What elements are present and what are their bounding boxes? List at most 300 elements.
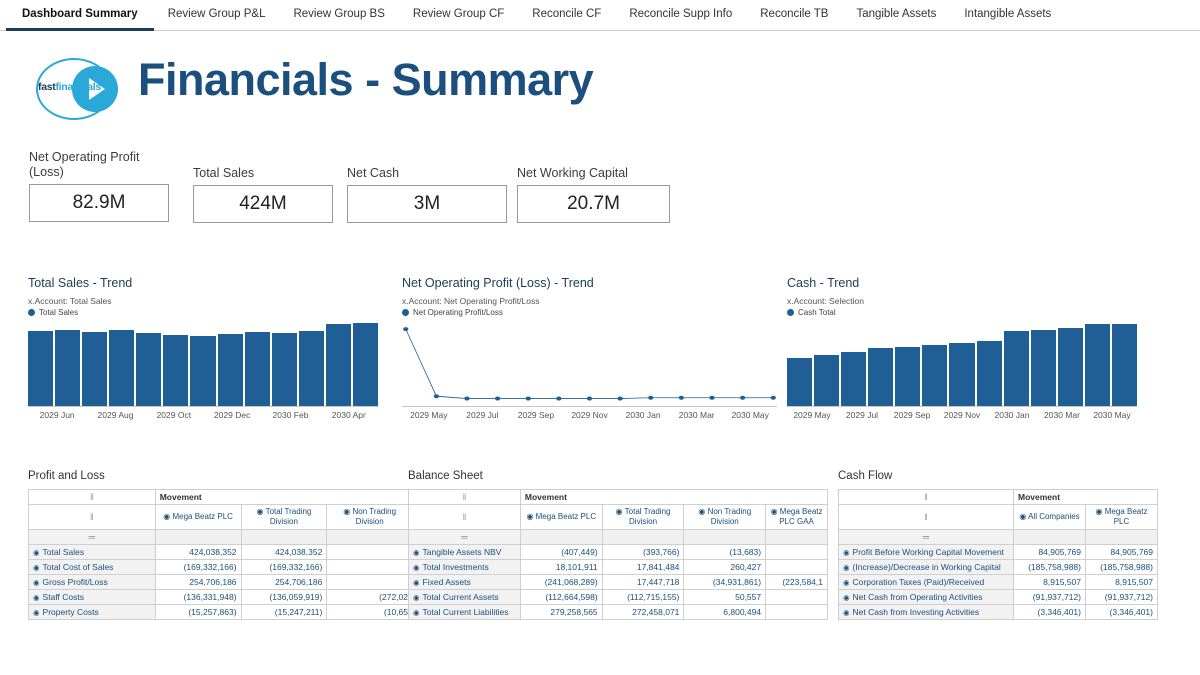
legend-label: Cash Total [798,308,836,317]
row-label-cell[interactable] [29,575,156,590]
value-cell[interactable]: 18,101,911 [520,560,602,575]
data-point[interactable] [434,394,439,398]
trend-chart-row [0,276,1200,441]
x-tick-label: 2029 May [793,410,831,420]
x-tick-label: 2029 Sep [893,410,931,420]
value-cell[interactable] [327,560,413,575]
column-header[interactable] [1086,505,1158,530]
table-row[interactable] [29,605,413,620]
kpi-card-0 [29,150,169,222]
bar[interactable] [28,331,53,406]
value-cell[interactable]: (185,758,988) [1014,560,1086,575]
x-tick-label: 2029 Oct [156,410,192,420]
table-row[interactable] [839,560,1158,575]
row-expand-icon[interactable]: ◉ [843,578,850,587]
value-cell[interactable]: (407,449) [520,545,602,560]
table-row[interactable] [409,590,828,605]
data-point[interactable] [495,397,500,401]
column-header-label: Mega Beatz PLC [172,512,233,521]
value-cell[interactable]: (169,332,166) [241,560,327,575]
bar[interactable] [272,333,297,406]
column-header-label: Non Trading Division [352,507,397,526]
chart-plot-area [402,321,777,406]
value-cell[interactable]: (112,664,598) [520,590,602,605]
tab-label: Dashboard Summary [22,8,138,20]
row-expand-icon[interactable]: ◉ [413,593,420,602]
x-axis-tick-labels [402,410,777,420]
column-header[interactable] [602,505,684,530]
legend-label: Total Sales [39,308,79,317]
table-clip [838,489,1168,620]
row-label-cell[interactable] [409,605,521,620]
bar-series [787,321,1137,406]
value-cell[interactable]: (112,715,155) [602,590,684,605]
column-drag-handle-icon[interactable]: ‖ [409,490,521,505]
row-label-cell[interactable] [409,590,521,605]
tab-label: Reconcile TB [760,8,829,20]
bar[interactable] [841,352,866,406]
bar[interactable] [1004,331,1029,406]
kpi-label: Net Cash [347,166,400,180]
row-label-cell[interactable] [839,575,1014,590]
row-label: Net Cash from Operating Activities [852,592,983,602]
bar[interactable] [977,341,1002,406]
row-label: Tangible Assets NBV [422,547,502,557]
column-filter-icon[interactable]: ◉ [698,507,708,516]
table-column-header-row [839,505,1158,530]
chart-total-sales-trend[interactable] [28,276,378,420]
fast-financials-logo [32,54,116,124]
table-row[interactable] [409,560,828,575]
column-header[interactable] [241,505,327,530]
tab-review-group-bs[interactable] [279,0,398,31]
bar[interactable] [55,330,80,407]
data-point[interactable] [403,327,408,331]
table-row[interactable] [29,575,413,590]
tab-dashboard-summary[interactable] [6,0,154,31]
kpi-row [0,140,1200,245]
chart-legend [787,308,1137,317]
column-filter-icon[interactable]: ◉ [1095,507,1105,516]
row-expand-icon[interactable]: ◉ [413,548,420,557]
value-cell[interactable] [327,575,413,590]
table-row [0,470,1200,675]
table-row[interactable] [839,590,1158,605]
value-cell[interactable]: (10,65 [327,605,413,620]
value-cell[interactable]: 424,038,352 [241,545,327,560]
row-label: Total Cost of Sales [42,562,114,572]
table-row[interactable] [839,605,1158,620]
bar[interactable] [353,323,378,406]
tab-label: Intangible Assets [964,8,1052,20]
value-cell[interactable]: 8,915,507 [1086,575,1158,590]
table-subheader-row [29,530,413,545]
data-point[interactable] [526,397,531,401]
value-cell[interactable]: (241,068,289) [520,575,602,590]
blank-cell [520,530,602,545]
row-dimension-handle-icon[interactable]: ═ [409,530,521,545]
row-label: Corporation Taxes (Paid)/Received [852,577,985,587]
tab-label: Reconcile CF [532,8,602,20]
kpi-label: Net Operating Profit (Loss) [29,150,140,179]
x-tick-label: 2029 Sep [517,410,555,420]
value-cell[interactable]: 424,038,352 [155,545,241,560]
data-point[interactable] [709,396,714,400]
row-label: Total Current Liabilities [422,607,509,617]
bar[interactable] [299,331,324,406]
column-header[interactable] [327,505,413,530]
table-clip [28,489,413,620]
row-expand-icon[interactable]: ◉ [843,608,850,617]
chart-plot-area [28,321,378,406]
column-header-label: Non Trading Division [707,507,752,526]
x-tick-label: 2029 Nov [571,410,608,420]
row-expand-icon[interactable]: ◉ [413,578,420,587]
bar[interactable] [922,345,947,406]
tab-review-group-cf[interactable] [399,0,518,31]
kpi-value[interactable]: 424M [193,185,333,223]
chart-subtitle: x.Account: Total Sales [28,296,112,306]
kpi-card-1 [193,166,333,223]
bar[interactable] [218,334,243,406]
table-row[interactable] [839,545,1158,560]
chart-title: Net Operating Profit (Loss) - Trend [402,276,594,290]
x-tick-label: 2029 May [410,410,448,420]
page-header [0,48,1200,128]
chart-subtitle: x.Account: Selection [787,296,865,306]
table-row[interactable] [409,575,828,590]
table-title: Cash Flow [838,470,893,482]
row-label-cell[interactable] [29,560,156,575]
row-label: Total Sales [42,547,85,557]
data-grid[interactable] [838,489,1158,620]
column-header[interactable] [520,505,602,530]
data-grid[interactable] [28,489,413,620]
bar[interactable] [1085,324,1110,406]
value-cell[interactable]: (34,931,861) [684,575,766,590]
row-label-cell[interactable] [839,605,1014,620]
bar[interactable] [82,332,107,406]
value-cell[interactable]: 17,841,484 [602,560,684,575]
value-cell[interactable]: (393,766) [602,545,684,560]
legend-marker-icon [402,309,409,316]
table-subheader-row [409,530,828,545]
tab-label: Review Group BS [293,8,385,20]
value-cell[interactable] [766,590,828,605]
blank-cell [602,530,684,545]
x-tick-label: 2030 Mar [678,410,715,420]
bar[interactable] [190,336,215,406]
value-cell[interactable]: 279,258,565 [520,605,602,620]
value-cell[interactable]: (91,937,712) [1014,590,1086,605]
x-tick-label: 2030 Apr [331,410,366,420]
table-balance-sheet [408,470,828,620]
column-header[interactable] [1014,505,1086,530]
table-row[interactable] [409,605,828,620]
tab-tangible-assets[interactable] [842,0,950,31]
row-expand-icon[interactable]: ◉ [843,563,850,572]
value-cell[interactable]: 260,427 [684,560,766,575]
value-cell[interactable]: 50,557 [684,590,766,605]
column-header[interactable] [766,505,828,530]
row-label-cell[interactable] [29,605,156,620]
blank-cell [327,530,413,545]
value-cell[interactable]: (272,02 [327,590,413,605]
row-drag-handle-icon[interactable]: ‖ [839,505,1014,530]
value-cell[interactable]: 6,800,494 [684,605,766,620]
value-cell[interactable]: (13,683) [684,545,766,560]
bar[interactable] [787,358,812,406]
x-axis [787,406,1137,407]
x-tick-label: 2030 Mar [1044,410,1080,420]
row-expand-icon[interactable]: ◉ [33,593,40,602]
column-drag-handle-icon[interactable]: ‖ [29,490,156,505]
x-tick-label: 2029 Nov [943,410,981,420]
tab-label: Review Group P&L [167,8,266,20]
bar[interactable] [245,332,270,406]
value-cell[interactable]: (169,332,166) [155,560,241,575]
column-filter-icon[interactable]: ◉ [770,507,780,516]
row-expand-icon[interactable]: ◉ [33,578,40,587]
value-cell[interactable]: 254,706,186 [241,575,327,590]
bar[interactable] [895,347,920,407]
table-row[interactable] [29,590,413,605]
chart-net-operating-profit-loss-trend[interactable] [402,276,777,420]
blank-cell [155,530,241,545]
value-cell[interactable]: 272,458,071 [602,605,684,620]
row-dimension-handle-icon[interactable]: ═ [29,530,156,545]
row-label: Profit Before Working Capital Movement [852,547,1005,557]
legend-marker-icon [28,309,35,316]
chart-title: Cash - Trend [787,276,860,290]
row-label: Fixed Assets [422,577,471,587]
bar[interactable] [109,330,134,406]
table-row[interactable] [409,545,828,560]
value-cell[interactable]: 17,447,718 [602,575,684,590]
table-profit-and-loss [28,470,413,620]
row-label: Property Costs [42,607,99,617]
x-axis-tick-labels [787,410,1137,420]
value-cell[interactable]: (3,346,401) [1086,605,1158,620]
x-tick-label: 2029 Aug [97,410,134,420]
column-header-label: Mega Beatz PLC GAA [779,507,823,526]
x-tick-label: 2030 Jan [994,410,1030,420]
column-filter-icon[interactable]: ◉ [1019,512,1029,521]
x-tick-label: 2029 Dec [213,410,251,420]
row-label: Staff Costs [42,592,84,602]
legend-label: Net Operating Profit/Loss [413,308,503,317]
row-drag-handle-icon[interactable]: ‖ [29,505,156,530]
x-tick-label: 2030 May [1093,410,1131,420]
blank-cell [241,530,327,545]
column-filter-icon[interactable]: ◉ [256,507,266,516]
kpi-value[interactable]: 82.9M [29,184,169,222]
table-cash-flow [838,470,1168,620]
movement-header: Movement [1014,490,1158,505]
row-label-cell[interactable] [29,590,156,605]
row-expand-icon[interactable]: ◉ [843,593,850,602]
bar[interactable] [1058,328,1083,406]
row-label: (Increase)/Decrease in Working Capital [852,562,1001,572]
row-label-cell[interactable] [29,545,156,560]
row-label-cell[interactable] [839,545,1014,560]
row-label-cell[interactable] [409,560,521,575]
bar-series [28,321,378,406]
logo-word-financials: financials [55,81,101,93]
value-cell[interactable]: (15,257,863) [155,605,241,620]
column-filter-icon[interactable]: ◉ [526,512,536,521]
value-cell[interactable]: (3,346,401) [1014,605,1086,620]
blank-cell [1014,530,1086,545]
chart-cash-trend[interactable] [787,276,1137,420]
value-cell[interactable]: 84,905,769 [1014,545,1086,560]
row-label: Gross Profit/Loss [42,577,108,587]
table-column-header-row [409,505,828,530]
column-header-label: All Companies [1028,512,1080,521]
table-title: Profit and Loss [28,470,105,482]
bar[interactable] [326,324,351,406]
column-drag-handle-icon[interactable]: ‖ [839,490,1014,505]
row-expand-icon[interactable]: ◉ [843,548,850,557]
column-header-label: Mega Beatz PLC [535,512,597,521]
value-cell[interactable] [766,545,828,560]
data-point[interactable] [648,396,653,400]
row-label: Total Current Assets [422,592,499,602]
value-cell[interactable]: 84,905,769 [1086,545,1158,560]
tab-bar [0,0,1200,31]
tab-label: Tangible Assets [856,8,937,20]
kpi-value[interactable]: 3M [347,185,507,223]
table-row[interactable] [839,575,1158,590]
table-row[interactable] [29,545,413,560]
data-point[interactable] [587,397,592,401]
tab-intangible-assets[interactable] [950,0,1065,31]
value-cell[interactable] [766,560,828,575]
line-series [402,321,777,406]
logo-word-fast: fast [38,81,56,93]
value-cell[interactable] [766,605,828,620]
data-point[interactable] [679,396,684,400]
column-header-label: Total Trading Division [624,507,671,526]
chart-subtitle: x.Account: Net Operating Profit/Loss [402,296,540,306]
row-label-cell[interactable] [409,575,521,590]
column-header[interactable] [684,505,766,530]
legend-marker-icon [787,309,794,316]
row-expand-icon[interactable]: ◉ [33,563,40,572]
x-axis [28,406,378,407]
bar[interactable] [1112,324,1137,406]
value-cell[interactable]: 254,706,186 [155,575,241,590]
logo-wordmark [38,81,101,93]
chart-title: Total Sales - Trend [28,276,133,290]
table-row[interactable] [29,560,413,575]
column-filter-icon[interactable]: ◉ [163,512,173,521]
tab-reconcile-cf[interactable] [518,0,615,31]
data-point[interactable] [771,396,776,400]
row-expand-icon[interactable]: ◉ [413,563,420,572]
chart-legend [28,308,378,317]
value-cell[interactable]: (91,937,712) [1086,590,1158,605]
value-cell[interactable]: (136,059,919) [241,590,327,605]
blank-cell [1086,530,1158,545]
table-header-row [29,490,413,505]
column-header[interactable] [155,505,241,530]
value-cell[interactable] [327,545,413,560]
page-title: Financials - Summary [138,54,594,105]
table-column-header-row [29,505,413,530]
row-label-cell[interactable] [409,545,521,560]
table-subheader-row [839,530,1158,545]
x-tick-label: 2030 May [731,410,769,420]
tab-label: Reconcile Supp Info [629,8,733,20]
tab-label: Review Group CF [412,8,505,20]
x-tick-label: 2029 Jul [466,410,499,420]
x-tick-label: 2029 Jul [845,410,879,420]
bar[interactable] [163,335,188,406]
x-axis [402,406,777,407]
column-header-label: Total Trading Division [265,507,312,526]
bar[interactable] [136,333,161,406]
x-tick-label: 2029 Jun [39,410,75,420]
data-grid[interactable] [408,489,828,620]
table-header-row [409,490,828,505]
row-label: Net Cash from Investing Activities [852,607,980,617]
data-point[interactable] [618,397,623,401]
movement-header: Movement [520,490,827,505]
bar[interactable] [1031,330,1056,407]
kpi-card-3 [517,166,687,223]
value-cell[interactable]: (15,247,211) [241,605,327,620]
tab-reconcile-tb[interactable] [746,0,842,31]
table-clip [408,489,828,620]
column-filter-icon[interactable]: ◉ [615,507,625,516]
kpi-label: Total Sales [193,166,255,180]
bar[interactable] [814,355,839,406]
movement-header: Movement [155,490,412,505]
data-point[interactable] [556,397,561,401]
kpi-card-2 [347,166,517,223]
kpi-label: Net Working Capital [517,166,628,180]
row-expand-icon[interactable]: ◉ [33,548,40,557]
chart-legend [402,308,777,317]
tab-reconcile-supp-info[interactable] [615,0,746,31]
blank-cell [684,530,766,545]
bar[interactable] [949,343,974,406]
value-cell[interactable]: (223,584,1 [766,575,828,590]
row-expand-icon[interactable]: ◉ [33,608,40,617]
x-axis-tick-labels [28,410,378,420]
kpi-value[interactable]: 20.7M [517,185,670,223]
value-cell[interactable]: 8,915,507 [1014,575,1086,590]
column-filter-icon[interactable]: ◉ [343,507,353,516]
bar[interactable] [868,348,893,406]
table-title: Balance Sheet [408,470,483,482]
tab-review-group-p-l[interactable] [154,0,280,31]
chart-plot-area [787,321,1137,406]
data-point[interactable] [464,397,469,401]
value-cell[interactable]: (136,331,948) [155,590,241,605]
row-drag-handle-icon[interactable]: ‖ [409,505,521,530]
row-expand-icon[interactable]: ◉ [413,608,420,617]
data-point[interactable] [740,396,745,400]
x-tick-label: 2030 Jan [625,410,661,420]
row-label-cell[interactable] [839,560,1014,575]
table-header-row [839,490,1158,505]
x-tick-label: 2030 Feb [272,410,309,420]
row-label-cell[interactable] [839,590,1014,605]
row-dimension-handle-icon[interactable]: ═ [839,530,1014,545]
value-cell[interactable]: (185,758,988) [1086,560,1158,575]
